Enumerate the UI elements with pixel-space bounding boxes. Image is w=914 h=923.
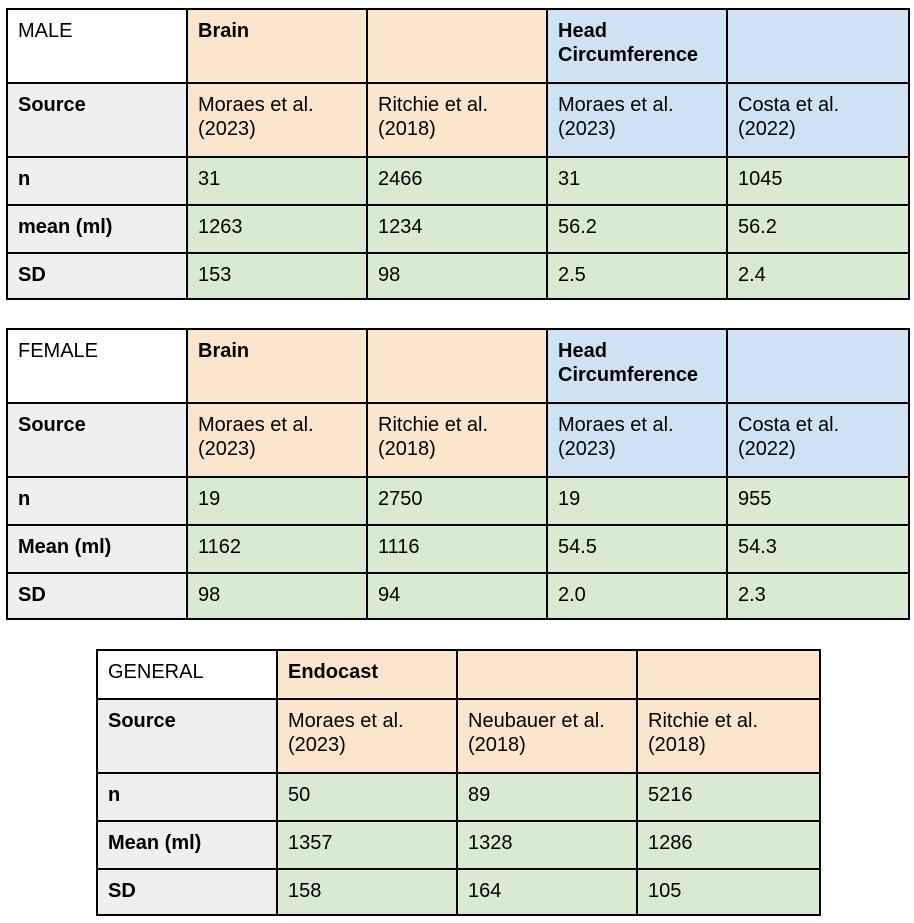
source-cell: Costa et al. (2022) [727, 83, 909, 157]
data-cell: 164 [457, 869, 637, 915]
data-cell: 19 [187, 477, 367, 525]
data-cell: 19 [547, 477, 727, 525]
female-header-row [7, 329, 909, 403]
data-cell: 1116 [367, 525, 547, 573]
table-row [7, 573, 909, 619]
data-cell: 955 [727, 477, 909, 525]
row-label: mean (ml) [7, 205, 187, 253]
data-cell: 98 [367, 253, 547, 299]
data-cell: 5216 [637, 773, 820, 821]
general-table [96, 649, 821, 916]
row-label: n [7, 477, 187, 525]
row-label: SD [7, 253, 187, 299]
data-cell: 31 [547, 157, 727, 205]
source-cell: Moraes et al. (2023) [187, 403, 367, 477]
data-cell: 2.0 [547, 573, 727, 619]
brain-header-blank [367, 9, 547, 83]
table-row [7, 477, 909, 525]
table-row [7, 205, 909, 253]
data-cell: 54.5 [547, 525, 727, 573]
data-cell: 56.2 [547, 205, 727, 253]
data-cell: 89 [457, 773, 637, 821]
source-cell: Costa et al. (2022) [727, 403, 909, 477]
row-label: n [7, 157, 187, 205]
brain-header: Brain [187, 329, 367, 403]
data-cell: 1045 [727, 157, 909, 205]
data-cell: 2.4 [727, 253, 909, 299]
male-label-cell: MALE [7, 9, 187, 83]
source-cell: Neubauer et al. (2018) [457, 699, 637, 773]
head-circumference-header: Head Circumference [547, 329, 727, 403]
data-cell: 1286 [637, 821, 820, 869]
source-cell: Moraes et al. (2023) [547, 83, 727, 157]
data-cell: 2466 [367, 157, 547, 205]
endocast-header: Endocast [277, 650, 457, 699]
data-cell: 1263 [187, 205, 367, 253]
source-cell: Moraes et al. (2023) [547, 403, 727, 477]
row-label: Mean (ml) [97, 821, 277, 869]
data-cell: 158 [277, 869, 457, 915]
data-cell: 1328 [457, 821, 637, 869]
table-row [97, 773, 820, 821]
source-cell: Ritchie et al. (2018) [367, 83, 547, 157]
row-label: n [97, 773, 277, 821]
data-cell: 94 [367, 573, 547, 619]
table-row [7, 157, 909, 205]
female-table [6, 328, 910, 620]
head-circumference-header-blank [727, 9, 909, 83]
source-label: Source [97, 699, 277, 773]
source-label: Source [7, 83, 187, 157]
source-cell: Ritchie et al. (2018) [637, 699, 820, 773]
general-source-row [97, 699, 820, 773]
endocast-header-blank [637, 650, 820, 699]
male-source-row [7, 83, 909, 157]
brain-header-blank [367, 329, 547, 403]
source-cell: Moraes et al. (2023) [187, 83, 367, 157]
source-cell: Ritchie et al. (2018) [367, 403, 547, 477]
data-cell: 1162 [187, 525, 367, 573]
data-cell: 54.3 [727, 525, 909, 573]
row-label: SD [97, 869, 277, 915]
data-cell: 153 [187, 253, 367, 299]
data-cell: 105 [637, 869, 820, 915]
female-source-row [7, 403, 909, 477]
female-label-cell: FEMALE [7, 329, 187, 403]
head-circumference-header-blank [727, 329, 909, 403]
head-circumference-header: Head Circumference [547, 9, 727, 83]
source-label: Source [7, 403, 187, 477]
row-label: SD [7, 573, 187, 619]
general-header-row [97, 650, 820, 699]
source-cell: Moraes et al. (2023) [277, 699, 457, 773]
male-table [6, 8, 910, 300]
endocast-header-blank [457, 650, 637, 699]
male-header-row [7, 9, 909, 83]
table-row [97, 869, 820, 915]
data-cell: 2.3 [727, 573, 909, 619]
data-cell: 31 [187, 157, 367, 205]
table-row [7, 525, 909, 573]
general-label-cell: GENERAL [97, 650, 277, 699]
data-cell: 1357 [277, 821, 457, 869]
data-cell: 50 [277, 773, 457, 821]
data-cell: 2750 [367, 477, 547, 525]
data-cell: 98 [187, 573, 367, 619]
table-row [97, 821, 820, 869]
data-cell: 2.5 [547, 253, 727, 299]
brain-header: Brain [187, 9, 367, 83]
data-cell: 1234 [367, 205, 547, 253]
row-label: Mean (ml) [7, 525, 187, 573]
data-cell: 56.2 [727, 205, 909, 253]
table-row [7, 253, 909, 299]
